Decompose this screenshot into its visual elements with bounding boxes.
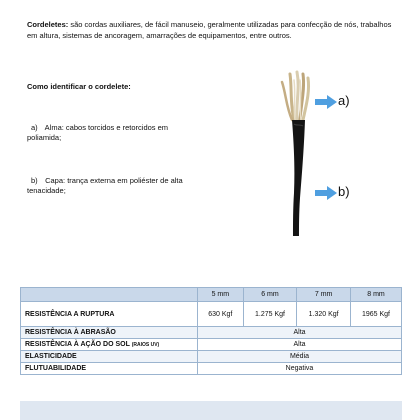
list-item-text: Capa: trança externa em poliéster de alta tenacidade;: [27, 176, 183, 195]
list-marker: b): [31, 176, 38, 185]
list-item-text: Alma: cabos torcidos e retorcidos em poliamida;: [27, 123, 169, 142]
table-cell: 1.275 Kgf: [243, 302, 297, 327]
figure-label-b: b): [338, 184, 350, 199]
table-row: [21, 339, 402, 351]
specs-table: [20, 287, 402, 375]
table-header-row: [21, 288, 402, 302]
column-header: 5 mm: [198, 288, 244, 302]
table-cell: Média: [198, 351, 402, 363]
figure-label-a: a): [338, 93, 350, 108]
cordelete-illustration: [270, 68, 330, 238]
arrow-right-icon: [315, 95, 337, 109]
row-label: RESISTÊNCIA A RUPTURA: [21, 302, 198, 327]
row-label-text: RESISTÊNCIA À AÇÃO DO SOL: [25, 341, 130, 348]
list-marker: a): [31, 123, 38, 132]
table-row: [21, 302, 402, 327]
column-header: 6 mm: [243, 288, 297, 302]
identify-title: Como identificar o cordelete:: [27, 82, 131, 91]
table-cell: Alta: [198, 339, 402, 351]
column-header: 7 mm: [297, 288, 351, 302]
column-header: 8 mm: [350, 288, 401, 302]
intro-term: Cordeletes:: [27, 20, 69, 29]
row-label-note: (RAIOS UV): [131, 342, 160, 348]
column-header-blank: [21, 288, 198, 302]
alma-strands: [282, 72, 309, 120]
row-label: FLUTUABILIDADE: [21, 363, 198, 375]
table-row: [21, 327, 402, 339]
intro-text: são cordas auxiliares, de fácil manuseio, geralmente utilizadas para confecção de nós, trabalhos em altura, sistemas de ancoragem, amarrações de equipamentos, entre outros.: [27, 20, 392, 40]
table-cell: Negativa: [198, 363, 402, 375]
capa-sheath: [292, 120, 305, 236]
row-label: [21, 339, 198, 351]
footer-bar: [20, 401, 402, 420]
table-cell: 630 Kgf: [198, 302, 244, 327]
row-label: RESISTÊNCIA À ABRASÃO: [21, 327, 198, 339]
table-cell: Alta: [198, 327, 402, 339]
table-row: [21, 351, 402, 363]
arrow-right-icon: [315, 186, 337, 200]
table-cell: 1965 Kgf: [350, 302, 401, 327]
list-item-capa: [27, 176, 202, 196]
list-item-alma: [27, 123, 202, 143]
table-cell: 1.320 Kgf: [297, 302, 351, 327]
intro-paragraph: [27, 20, 399, 41]
row-label: ELASTICIDADE: [21, 351, 198, 363]
table-row: [21, 363, 402, 375]
